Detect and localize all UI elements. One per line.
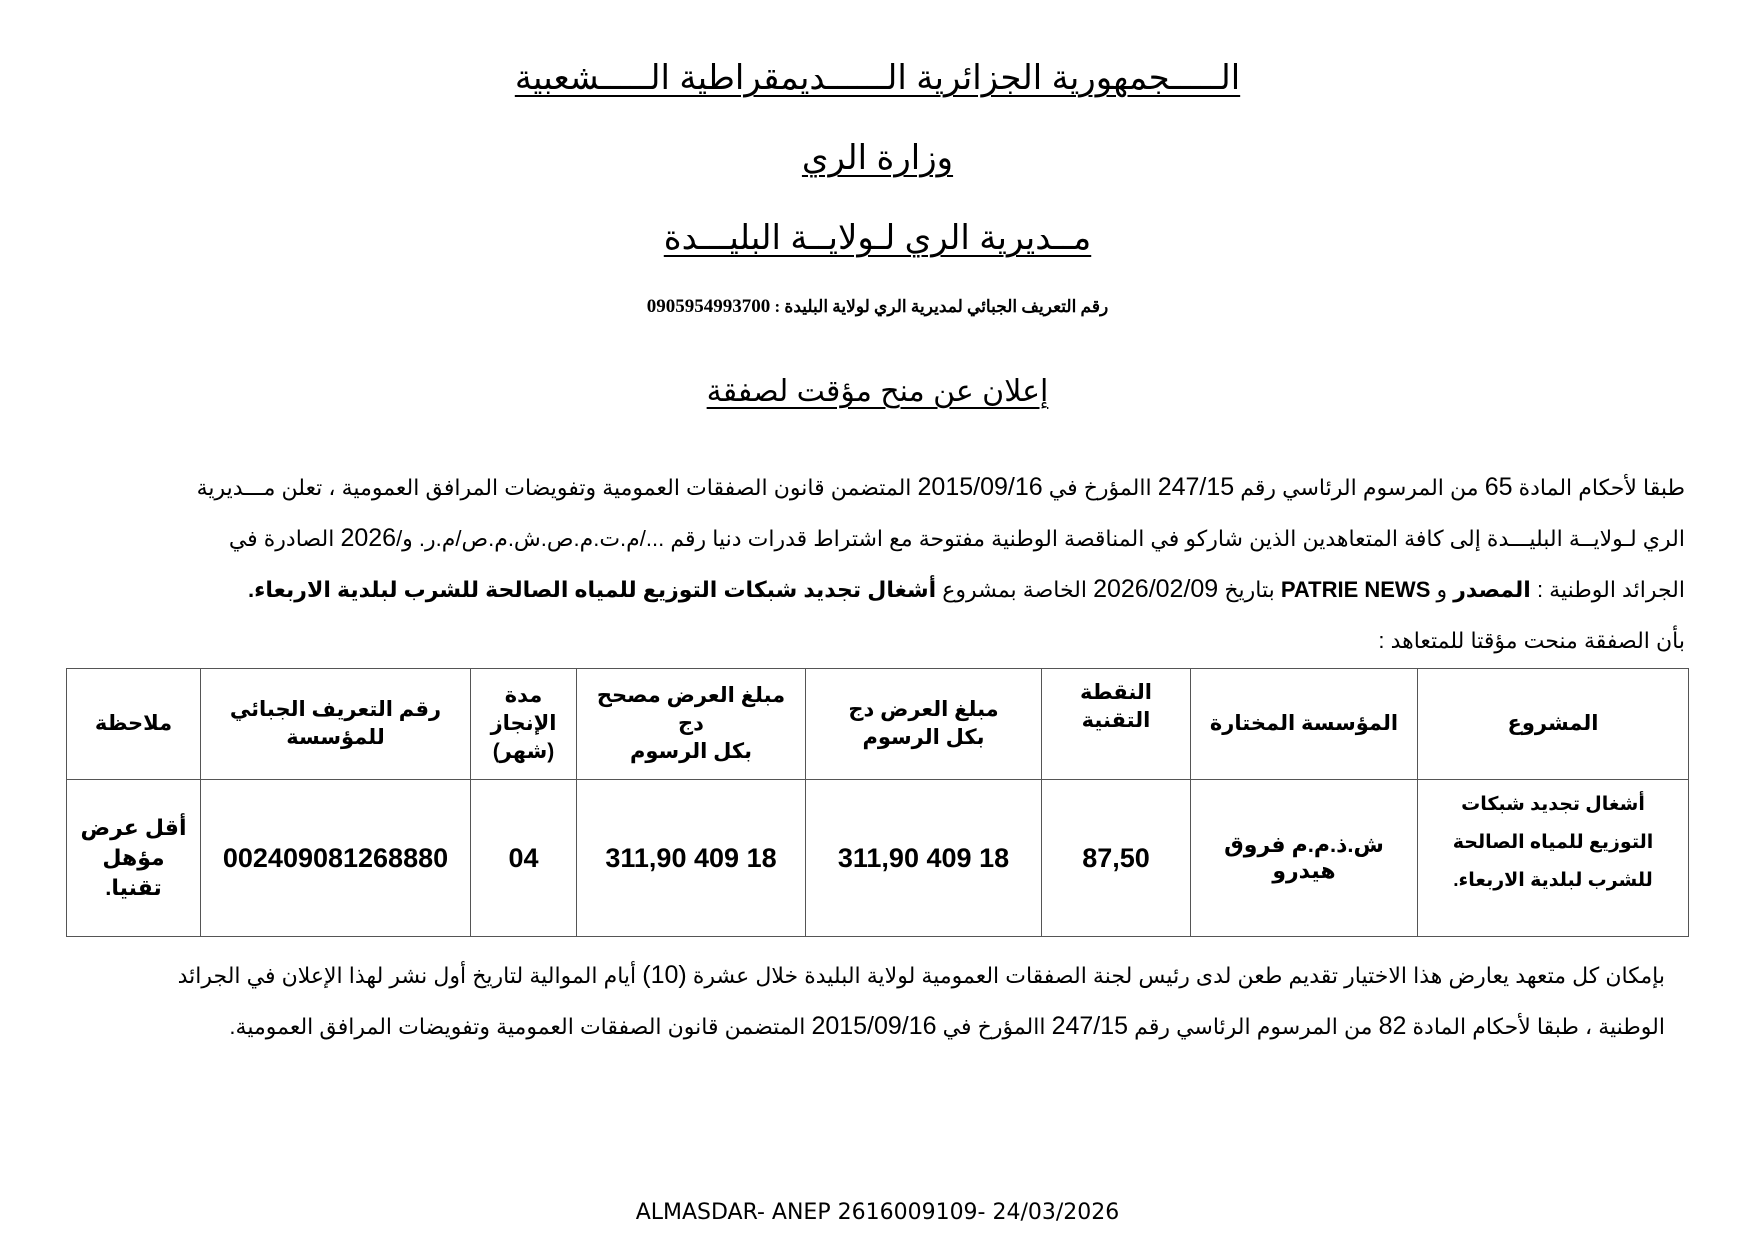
decree-number: 247/15: [1157, 473, 1235, 501]
text: االمؤرخ في: [936, 1014, 1052, 1039]
tax-id-value: 0905954993700: [646, 296, 771, 317]
cell-line: التوزيع للمياه الصالحة: [1452, 832, 1654, 853]
header-company: المؤسسة المختارة: [1191, 669, 1418, 780]
appeal-days: (10): [642, 961, 687, 989]
publication-date: 2026/02/09: [1093, 575, 1219, 603]
text: الوطنية ، طبقا لأحكام المادة: [1406, 1014, 1665, 1039]
cell-project: [1418, 780, 1689, 937]
header-line: دج: [678, 712, 704, 735]
decree-number: 247/15: [1051, 1012, 1129, 1040]
header-corrected-amount: [577, 669, 806, 780]
appeal-line-1: [85, 950, 1665, 1001]
announcement-title: [0, 374, 1755, 409]
article-number: 82: [1378, 1012, 1407, 1040]
text: من المرسوم الرئاسي رقم: [1234, 475, 1485, 500]
directorate-tax-id: [0, 296, 1755, 318]
text: بتاريخ: [1218, 577, 1281, 602]
header-line: مدة: [504, 684, 543, 707]
text: المتضمن قانون الصفقات العمومية وتفويضات المرافق العمومية ، تعلن مـــديرية: [196, 475, 918, 500]
header-project: المشروع: [1418, 669, 1689, 780]
appeal-paragraph: [85, 950, 1665, 1052]
header-line: (شهر): [492, 740, 555, 763]
cell-note: [67, 780, 201, 937]
cell-corrected-amount: 18 409 311,90: [577, 780, 806, 937]
appeal-line-2: [85, 1001, 1665, 1052]
header-line: للمؤسسة: [286, 726, 385, 749]
cell-company: ش.ذ.م.م فروق هيدرو: [1191, 780, 1418, 937]
header-line: بكل الرسوم: [862, 726, 985, 749]
article-number: 65: [1484, 473, 1513, 501]
decree-date: 2015/09/16: [811, 1012, 937, 1040]
table-row: [67, 780, 1689, 937]
table-header-row: [67, 669, 1689, 780]
cell-tech-score: 87,50: [1042, 780, 1191, 937]
header-line: مبلغ العرض مصحح: [596, 684, 786, 707]
cell-line: أقل عرض: [80, 815, 187, 840]
header-offer-amount: [806, 669, 1042, 780]
header-line: الإنجاز: [490, 712, 557, 735]
award-table: [66, 668, 1689, 937]
project-name: أشغال تجديد شبكات التوزيع للمياه الصالحة للشرب لبلدية الاربعاء.: [247, 577, 937, 602]
intro-line-2: [65, 513, 1685, 564]
directorate-title: [0, 218, 1755, 258]
text: المتضمن قانون الصفقات العمومية وتفويضات المرافق العمومية.: [229, 1014, 812, 1039]
republic-title: [0, 58, 1755, 98]
newspaper-2: PATRIE NEWS: [1280, 577, 1431, 602]
text: الصادرة في: [228, 526, 341, 551]
ministry-title: [0, 138, 1755, 178]
ministry-title-text: وزارة الري: [801, 139, 954, 177]
text: الري لـولايــة البليـــدة إلى كافة المتعاهدين الذين شاركو في المناقصة الوطنية مفتوحة مع اشتراط قدرات دنيا رقم .../م.ت.م.ص.ش.م.ص/م.ر. و/: [396, 526, 1685, 551]
intro-line-4: بأن الصفقة منحت مؤقتا للمتعاهد :: [1378, 628, 1685, 653]
header-line: بكل الرسوم: [629, 740, 753, 763]
decree-date: 2015/09/16: [917, 473, 1043, 501]
header-company-tax-id: [201, 669, 471, 780]
header-tech-score: النقطة التقنية: [1042, 669, 1191, 780]
publication-footer: ALMASDAR- ANEP 2616009109- 24/03/2026: [635, 1200, 1120, 1225]
newspaper-1: المصدر: [1453, 577, 1531, 602]
header-note: ملاحظة: [67, 669, 201, 780]
tender-year: 2026: [340, 524, 397, 552]
cell-company-tax-id: 002409081268880: [201, 780, 471, 937]
republic-title-text: الـــــجمهورية الجزائرية الــــــديمقراطية الـــــشعبية: [514, 59, 1241, 97]
intro-line-1: [65, 462, 1685, 513]
header-line: مبلغ العرض دج: [848, 698, 999, 721]
text: االمؤرخ في: [1042, 475, 1158, 500]
announcement-title-text: إعلان عن منح مؤقت لصفقة: [706, 375, 1049, 408]
text: و: [1430, 577, 1454, 602]
header-duration: [471, 669, 577, 780]
intro-line-3: [65, 564, 1685, 615]
cell-line: للشرب لبلدية الاربعاء.: [1453, 870, 1653, 891]
cell-duration: 04: [471, 780, 577, 937]
directorate-title-text: مــديرية الري لـولايــة البليـــدة: [663, 219, 1092, 257]
text: أيام الموالية لتاريخ أول نشر لهذا الإعلان في الجرائد: [177, 963, 643, 988]
cell-offer-amount: 18 409 311,90: [806, 780, 1042, 937]
cell-line: أشغال تجديد شبكات: [1461, 794, 1645, 815]
text: الجرائد الوطنية :: [1530, 577, 1685, 602]
text: الخاصة بمشروع: [936, 577, 1094, 602]
header-line: رقم التعريف الجبائي: [229, 698, 442, 721]
cell-line: مؤهل تقنيا.: [102, 845, 165, 900]
text: بإمكان كل متعهد يعارض هذا الاختيار تقديم طعن لدى رئيس لجنة الصفقات العمومية لولاية البليدة خلال عشرة: [686, 963, 1665, 988]
intro-paragraph: [65, 462, 1685, 666]
text: طبقا لأحكام المادة: [1512, 475, 1685, 500]
tax-id-label: رقم التعريف الجبائي لمديرية الري لولاية البليدة :: [774, 297, 1109, 316]
text: من المرسوم الرئاسي رقم: [1128, 1014, 1379, 1039]
